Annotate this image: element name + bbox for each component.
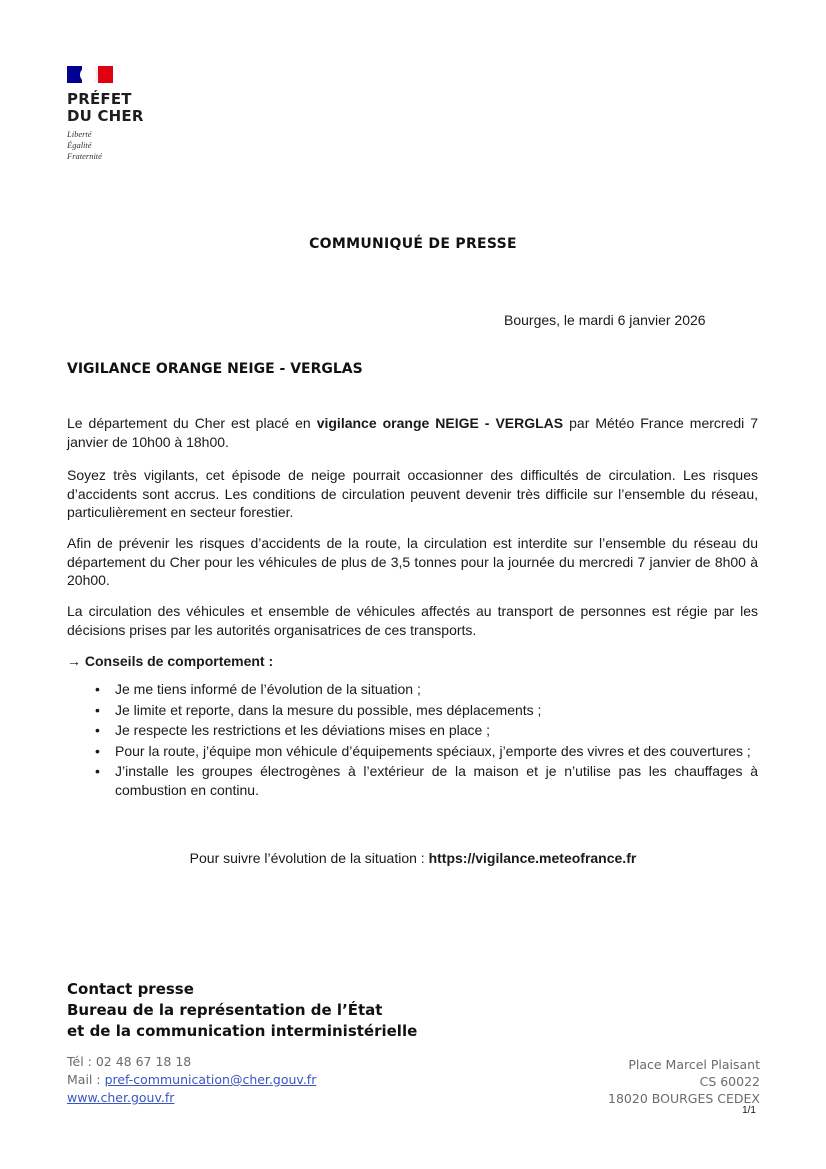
bullet-icon: •	[95, 742, 100, 759]
advice-text: Je me tiens informé de l’évolution de la situation ;	[115, 681, 421, 697]
mail-label: Mail :	[67, 1072, 105, 1087]
prefecture-logo	[67, 66, 187, 162]
p1-bold-vigilance: vigilance orange NEIGE - VERGLAS	[316, 415, 564, 431]
p3-text: Afin de prévenir les risques d’accidents de la route, la circulation est interdite sur l’ensemble du réseau du département du Cher pour les véhicules de plus de 3,5 tonnes pour la journée du mercredi 7 janvier de 8h00 à 20h00.	[67, 535, 758, 588]
contact-details	[67, 1053, 316, 1107]
date-line: Bourges, le mardi 6 janvier 2026	[504, 312, 706, 328]
paragraph-risks	[67, 466, 758, 522]
bullet-icon: •	[95, 722, 100, 738]
contact-office-line1: Bureau de la représentation de l’État	[67, 1001, 383, 1019]
advice-text: Je limite et reporte, dans la mesure du possible, mes déplacements ;	[115, 701, 542, 718]
bullet-icon: •	[95, 763, 100, 779]
list-item	[67, 742, 758, 761]
follow-text: Pour suivre l’évolution de la situation :	[189, 850, 429, 866]
press-contact	[67, 979, 417, 1042]
p2-text: Soyez très vigilants, cet épisode de neige pourrait occasionner des difficultés de circulation. Les risques d’accidents sont accrus. Les conditions de circulation peuvent devenir très difficile sur l’ensemble du réseau, particulièrement en secteur forestier.	[67, 467, 758, 520]
paragraph-vigilance	[67, 414, 758, 451]
paragraph-public-transport	[67, 602, 758, 639]
list-item	[67, 680, 758, 699]
advice-text: J’installe les groupes électrogènes à l’extérieur de la maison et je n’utilise pas les chauffages à combustion en continu.	[115, 763, 758, 798]
logo-title	[67, 91, 187, 125]
list-item	[67, 762, 758, 799]
p1-text-post: par Météo France mercredi 7 janvier de 10h00 à 18h00.	[67, 415, 759, 450]
contact-office-line2: et de la communication interministérielle	[67, 1022, 418, 1040]
page-number: 1/1	[742, 1105, 756, 1116]
address-line3: 18020 BOURGES CEDEX	[608, 1091, 760, 1106]
french-flag-marianne-icon	[67, 66, 113, 83]
website-link[interactable]: www.cher.gouv.fr	[67, 1090, 175, 1105]
email-link[interactable]: pref-communication@cher.gouv.fr	[104, 1072, 317, 1087]
advice-text: Je respecte les restrictions et les déviations mises en place ;	[115, 722, 491, 738]
address-line2: CS 60022	[699, 1074, 760, 1089]
bullet-icon: •	[95, 681, 100, 697]
mail-line	[67, 1071, 316, 1089]
list-item	[67, 701, 758, 720]
paragraph-traffic-ban	[67, 534, 758, 590]
republic-motto	[67, 129, 187, 162]
logo-line-du-cher: DU CHER	[67, 107, 144, 125]
address-line1: Place Marcel Plaisant	[628, 1057, 760, 1072]
bullet-icon: •	[95, 701, 100, 718]
advice-list	[67, 680, 758, 801]
contact-title: Contact presse	[67, 980, 194, 998]
follow-situation-line	[0, 850, 826, 866]
p1-text-pre: Le département du Cher est placé en	[67, 415, 317, 431]
postal-address	[608, 1056, 760, 1107]
p4-text: La circulation des véhicules et ensemble de véhicules affectés au transport de personnes est régie par les décisions prises par les autorités organisatrices de ces transports.	[67, 603, 758, 638]
advice-text: Pour la route, j’équipe mon véhicule d’équipements spéciaux, j’emporte des vivres et des couvertures ;	[115, 742, 751, 759]
list-item	[67, 721, 758, 740]
document-title: COMMUNIQUÉ DE PRESSE	[309, 236, 517, 252]
advice-heading: → Conseils de comportement :	[67, 653, 274, 669]
vigilance-link[interactable]: https://vigilance.meteofrance.fr	[428, 850, 637, 866]
motto-fraternite: Fraternité	[67, 151, 102, 161]
motto-egalite: Égalité	[67, 140, 92, 150]
logo-line-prefet: PRÉFET	[67, 90, 132, 108]
subject-heading: VIGILANCE ORANGE NEIGE - VERGLAS	[67, 361, 363, 377]
phone-number: Tél : 02 48 67 18 18	[67, 1054, 192, 1069]
motto-liberte: Liberté	[67, 129, 92, 139]
